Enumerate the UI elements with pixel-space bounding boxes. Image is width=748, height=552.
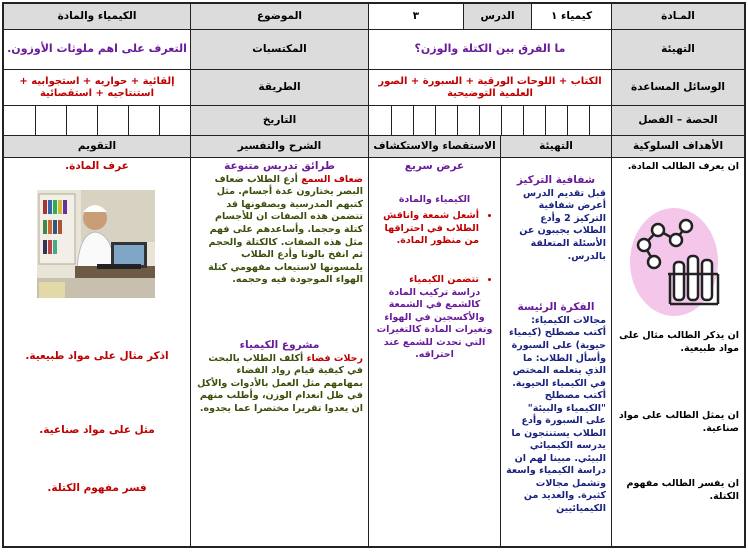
period-cell-6 [479,106,501,135]
date-cell-5 [35,106,66,135]
date-label: التاريخ [190,106,368,135]
inquiry-bullet-2: تتضمن الكيمياء [409,273,479,285]
evaluation-2: اذكر مثال على مواد طبيعية. [25,350,169,362]
period-cell-11 [368,106,391,135]
columns-header-row [4,136,744,158]
evaluation-3: مثل على مواد صناعية. [39,424,155,436]
aids-label: الوسائل المساعدة [611,70,744,105]
warmup-heading-2: الفكرة الرئيسة [517,301,595,314]
subject-value: كيمياء ١ [531,4,611,29]
inquiry-column [368,158,500,546]
header-row [4,4,744,30]
explanation-paragraph-2: أكلف الطلاب بالبحث في كيفية قيام رواد الفضاء بمهامهم مثل العمل بالأدوات والأكل في ظل انعدام الوزن، وأطلب منهم ان يعدوا تقريرا مختصرا عما يجدوه. [197,352,363,414]
explanation-heading-2: مشروع الكيمياء [239,338,320,351]
date-cell-4 [66,106,97,135]
period-label: الحصة – الفصل [611,106,744,135]
period-cell-4 [523,106,545,135]
lesson-title: الكيمياء والمادة [4,4,190,29]
period-cell-1 [589,106,611,135]
explanation-paragraph-1: أدع الطلاب ضعاف البصر يختارون عدة أجسام. مثل كتبهم المدرسية ويصفونها قد تتضمن هذه الصفات ان للأجسام كتلة وحجما. وأساعدهم على فهم مثل هذه الصفات. كالكتلة والحجم ثم انفخ بالونا وأدع الطلاب يلمسونها لاستيعاب مفهومي كتلة الهواء الموجودة فيه وحجمه. [208,173,363,286]
inquiry-subheading: الكيمياء والمادة [398,193,471,205]
method-label: الطريقة [190,70,368,105]
gains-label: المكتسبات [190,30,368,69]
date-cell-1 [159,106,190,135]
objective-2: ان يذكر الطالب مثال على مواد طبيعية. [619,330,739,354]
period-cell-3 [545,106,567,135]
date-cell-6 [4,106,35,135]
period-cell-2 [567,106,589,135]
objectives-column [611,158,744,546]
evaluation-column [4,158,190,546]
student-at-computer-photo [37,190,155,298]
objective-4: ان يفسر الطالب مفهوم الكتلة. [626,478,739,502]
inquiry-bullet-1: أشعل شمعة واناقش الطلاب في احتراقها من منظور المادة. [383,210,479,247]
intro-question: ما الفرق بين الكتلة والوزن؟ [368,30,611,69]
warmup-paragraph-1: قبل تقديم الدرس أعرض شفافية التركيز 2 وأدع الطلاب يجيبون عن الأسئلة المتعلقة بالدرس. [519,187,606,262]
period-cell-7 [457,106,479,135]
date-cell-3 [97,106,128,135]
topic-label: الموضوع [190,4,368,29]
col-explanation: الشرح والتفسير [190,136,368,157]
explanation-heading: طرائق تدريس متنوعة [224,160,335,172]
lesson-plan-table [2,2,746,548]
inquiry-paragraph: دراسة تركيب المادة كالشمع في الشمعة والأكسجين في الهواء وتغيرات المادة كالتغيرات التي تحدث للشمع عند احتراقه. [376,286,493,361]
warmup-heading-1: شفافية التركيز [516,174,596,186]
method-value: إلقائية + حواريه + استجوابيه + استنتاجيه + استقصائية [19,76,175,99]
intro-row [4,30,744,70]
gains-value: التعرف على اهم ملوثات الأوزون. [7,42,187,56]
inquiry-heading: عرض سريع [404,160,465,172]
content-row [4,158,744,546]
period-cell-8 [435,106,457,135]
aids-row [4,70,744,106]
date-row [4,106,744,136]
warmup-column [500,158,611,546]
period-cell-9 [413,106,435,135]
subject-label: المـادة [611,4,744,29]
intro-label: التهيئة [611,30,744,69]
col-evaluation: التقويم [4,136,190,157]
lesson-label: الدرس [463,4,531,29]
evaluation-1: عرف المادة. [65,160,129,172]
test-tubes-rack-icon [624,200,724,320]
period-cell-10 [391,106,413,135]
col-warmup: التهيئة [500,136,611,157]
evaluation-4: فسر مفهوم الكتلة. [47,482,147,494]
explanation-column [190,158,368,546]
warmup-paragraph-2: مجالات الكيمياء: أكتب مصطلح (كيمياء حيوية) على السبورة وأسأل الطلاب: ما الذي يتعلمه المختص في الكيمياء الحيوية. أكتب مصطلح "الكيمياء والبيئة" على السبورة وأدع الطلاب يستنتجون ما يدرسه الكيميائي البيئي. مبينا لهم ان دراسة الكيمياء واسعة وتشمل مجالات كثيرة. والعديد من الكيميائيين [506,314,606,514]
explanation-lead: ضعاف السمع [301,173,363,185]
objective-1: ان يعرف الطالب المادة. [627,161,739,172]
lesson-value: ٣ [368,4,463,29]
period-cell-5 [501,106,523,135]
explanation-lead-2: رحلات فضاء [306,352,363,364]
aids-value: الكتاب + اللوحات الورقية + السبورة + الصور العلمية التوضيحية [368,70,611,105]
col-objectives: الأهداف السلوكية [611,136,744,157]
col-inquiry: الاستقصاء والاستكشاف [368,136,500,157]
date-cell-2 [128,106,159,135]
objective-3: ان يمثل الطالب على مواد صناعية. [618,410,739,434]
